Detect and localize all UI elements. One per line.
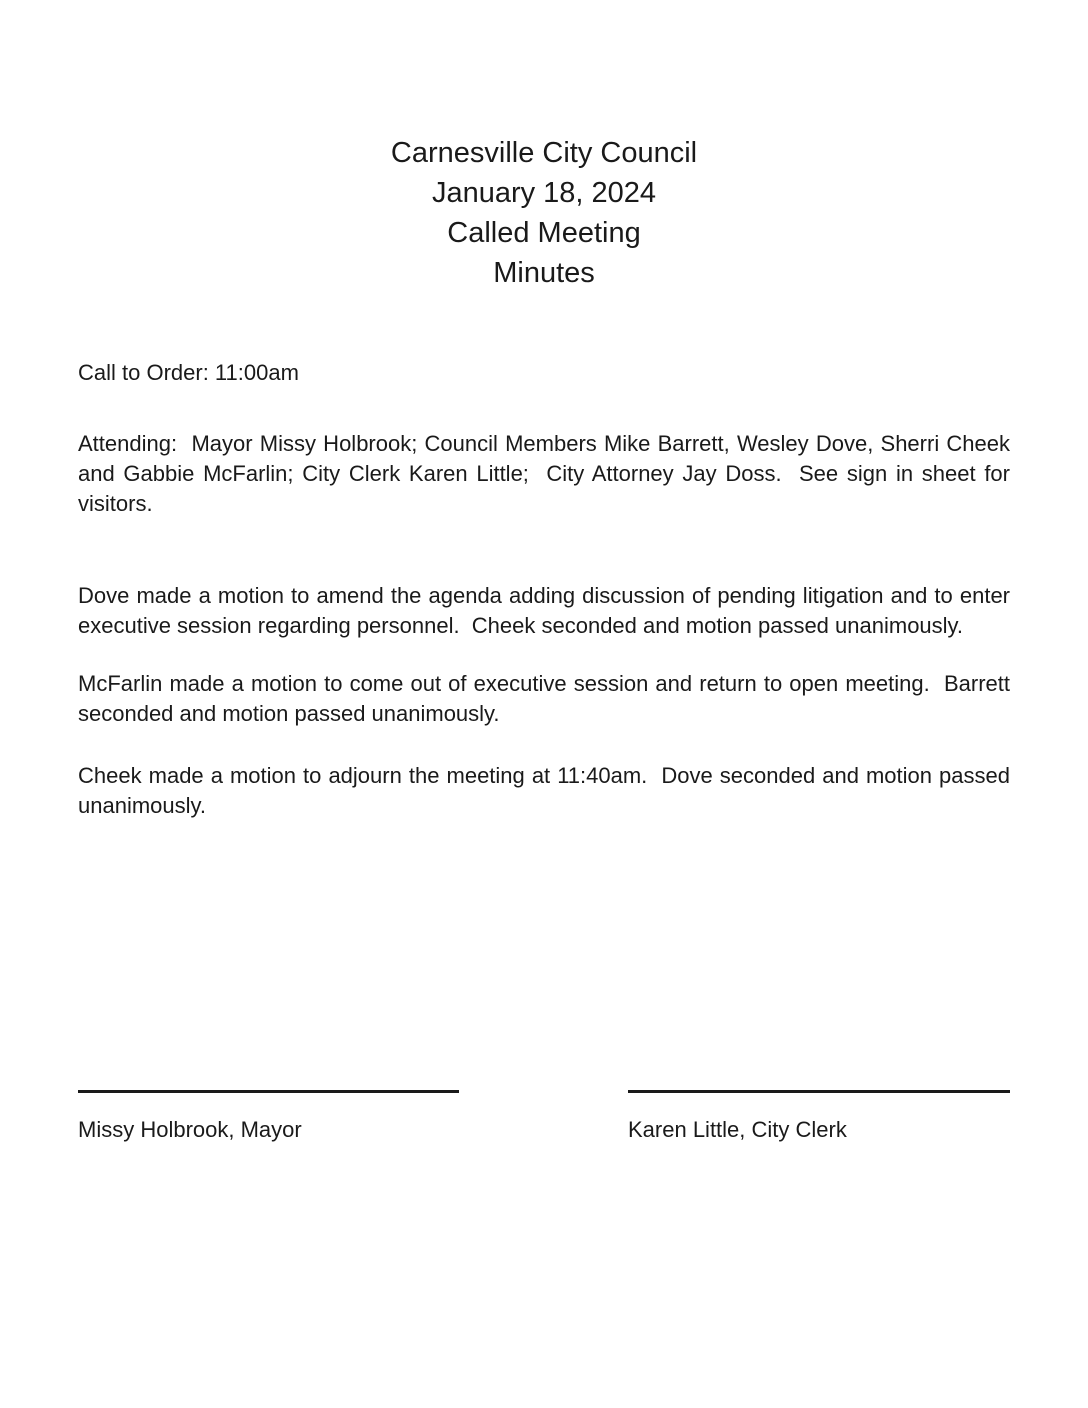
signature-label-mayor: Missy Holbrook, Mayor — [78, 1117, 302, 1142]
title-line-minutes: Minutes — [493, 257, 595, 289]
signature-block — [78, 1090, 1010, 1145]
title-line-meeting-type: Called Meeting — [447, 217, 641, 249]
signature-line-mayor — [78, 1090, 459, 1093]
title-line-date: January 18, 2024 — [431, 177, 657, 209]
signature-mayor — [78, 1090, 459, 1145]
document-title-block — [78, 133, 1010, 293]
signature-clerk — [628, 1090, 1010, 1145]
attending-paragraph: Attending: Mayor Missy Holbrook; Council Members Mike Barrett, Wesley Dove, Sherri Cheek and Gabbie McFarlin; City Clerk Karen Little; City Attorney Jay Doss. See sign in sheet for visitors. — [78, 431, 1017, 516]
signature-label-clerk: Karen Little, City Clerk — [628, 1117, 847, 1142]
motion-amend-agenda-paragraph: Dove made a motion to amend the agenda adding discussion of pending litigation and to enter executive session regarding personnel. Cheek seconded and motion passed unanimously. — [78, 583, 1017, 638]
call-to-order-line: Call to Order: 11:00am — [78, 360, 299, 385]
signature-line-clerk — [628, 1090, 1010, 1093]
title-line-council: Carnesville City Council — [390, 137, 698, 169]
motion-end-executive-session-paragraph: McFarlin made a motion to come out of executive session and return to open meeting. Barrett seconded and motion passed unanimously. — [78, 671, 1017, 726]
motion-adjourn-paragraph: Cheek made a motion to adjourn the meeting at 11:40am. Dove seconded and motion passed unanimously. — [78, 763, 1017, 818]
